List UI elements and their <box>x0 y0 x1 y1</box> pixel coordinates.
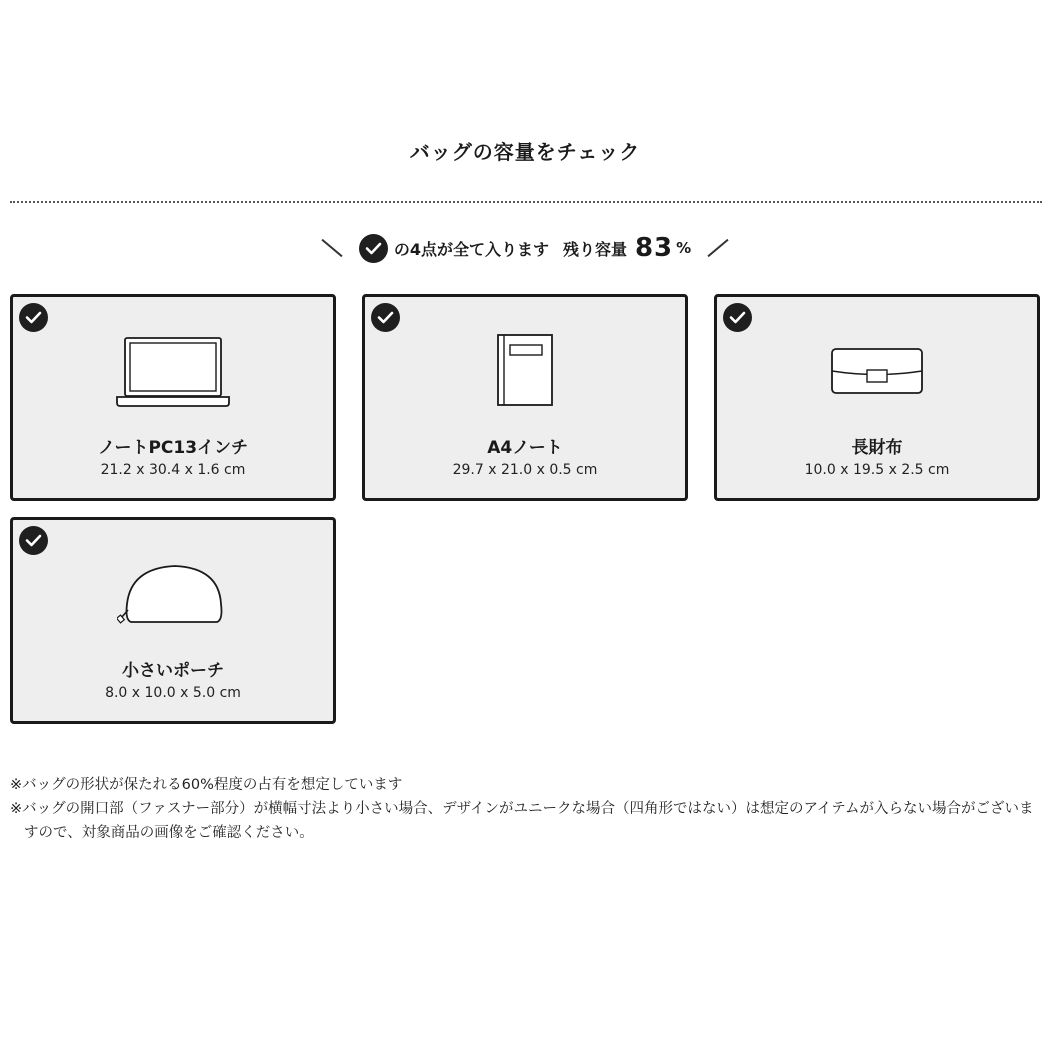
check-icon <box>371 303 400 332</box>
wallet-icon <box>717 331 1037 411</box>
item-size: 8.0 x 10.0 x 5.0 cm <box>105 685 241 701</box>
notebook-icon <box>365 331 685 411</box>
note-capacity-assumption: ※バッグの形状が保たれる60%程度の占有を想定しています <box>10 777 403 793</box>
check-icon <box>19 303 48 332</box>
page-title: バッグの容量をチェック <box>409 140 641 164</box>
remaining-capacity-unit: % <box>676 239 692 257</box>
item-name: 小さいポーチ <box>122 661 224 681</box>
item-name: A4ノート <box>487 438 563 458</box>
item-size: 10.0 x 19.5 x 2.5 cm <box>804 462 950 478</box>
check-icon <box>723 303 752 332</box>
note-opening-caution: ※バッグの開口部（ファスナー部分）が横幅寸法より小さい場合、デザインがユニークな場合（四角形ではない）は想定のアイテムが入らない場合がございますので、対象商品の画像をご確認ください。 <box>10 801 1034 841</box>
dotted-divider <box>10 201 1042 203</box>
check-icon <box>19 526 48 555</box>
pouch-icon <box>13 554 333 634</box>
remaining-capacity-label: 残り容量 <box>562 239 627 259</box>
decorative-slash-right <box>708 239 729 257</box>
item-size: 21.2 x 30.4 x 1.6 cm <box>100 462 246 478</box>
item-card-laptop <box>10 294 336 501</box>
item-card-pouch <box>10 517 336 724</box>
capacity-summary <box>0 228 1050 268</box>
decorative-slash-left <box>321 239 342 257</box>
notes <box>10 773 1042 845</box>
item-size: 29.7 x 21.0 x 0.5 cm <box>452 462 598 478</box>
item-name: ノートPC13インチ <box>97 438 249 458</box>
item-card-wallet <box>714 294 1040 501</box>
check-icon <box>359 234 388 263</box>
item-card-notebook <box>362 294 688 501</box>
remaining-capacity-value: 83 <box>634 233 674 263</box>
item-name: 長財布 <box>851 438 903 458</box>
laptop-icon <box>13 331 333 411</box>
fit-count-text: の4点が全て入ります <box>393 239 549 259</box>
